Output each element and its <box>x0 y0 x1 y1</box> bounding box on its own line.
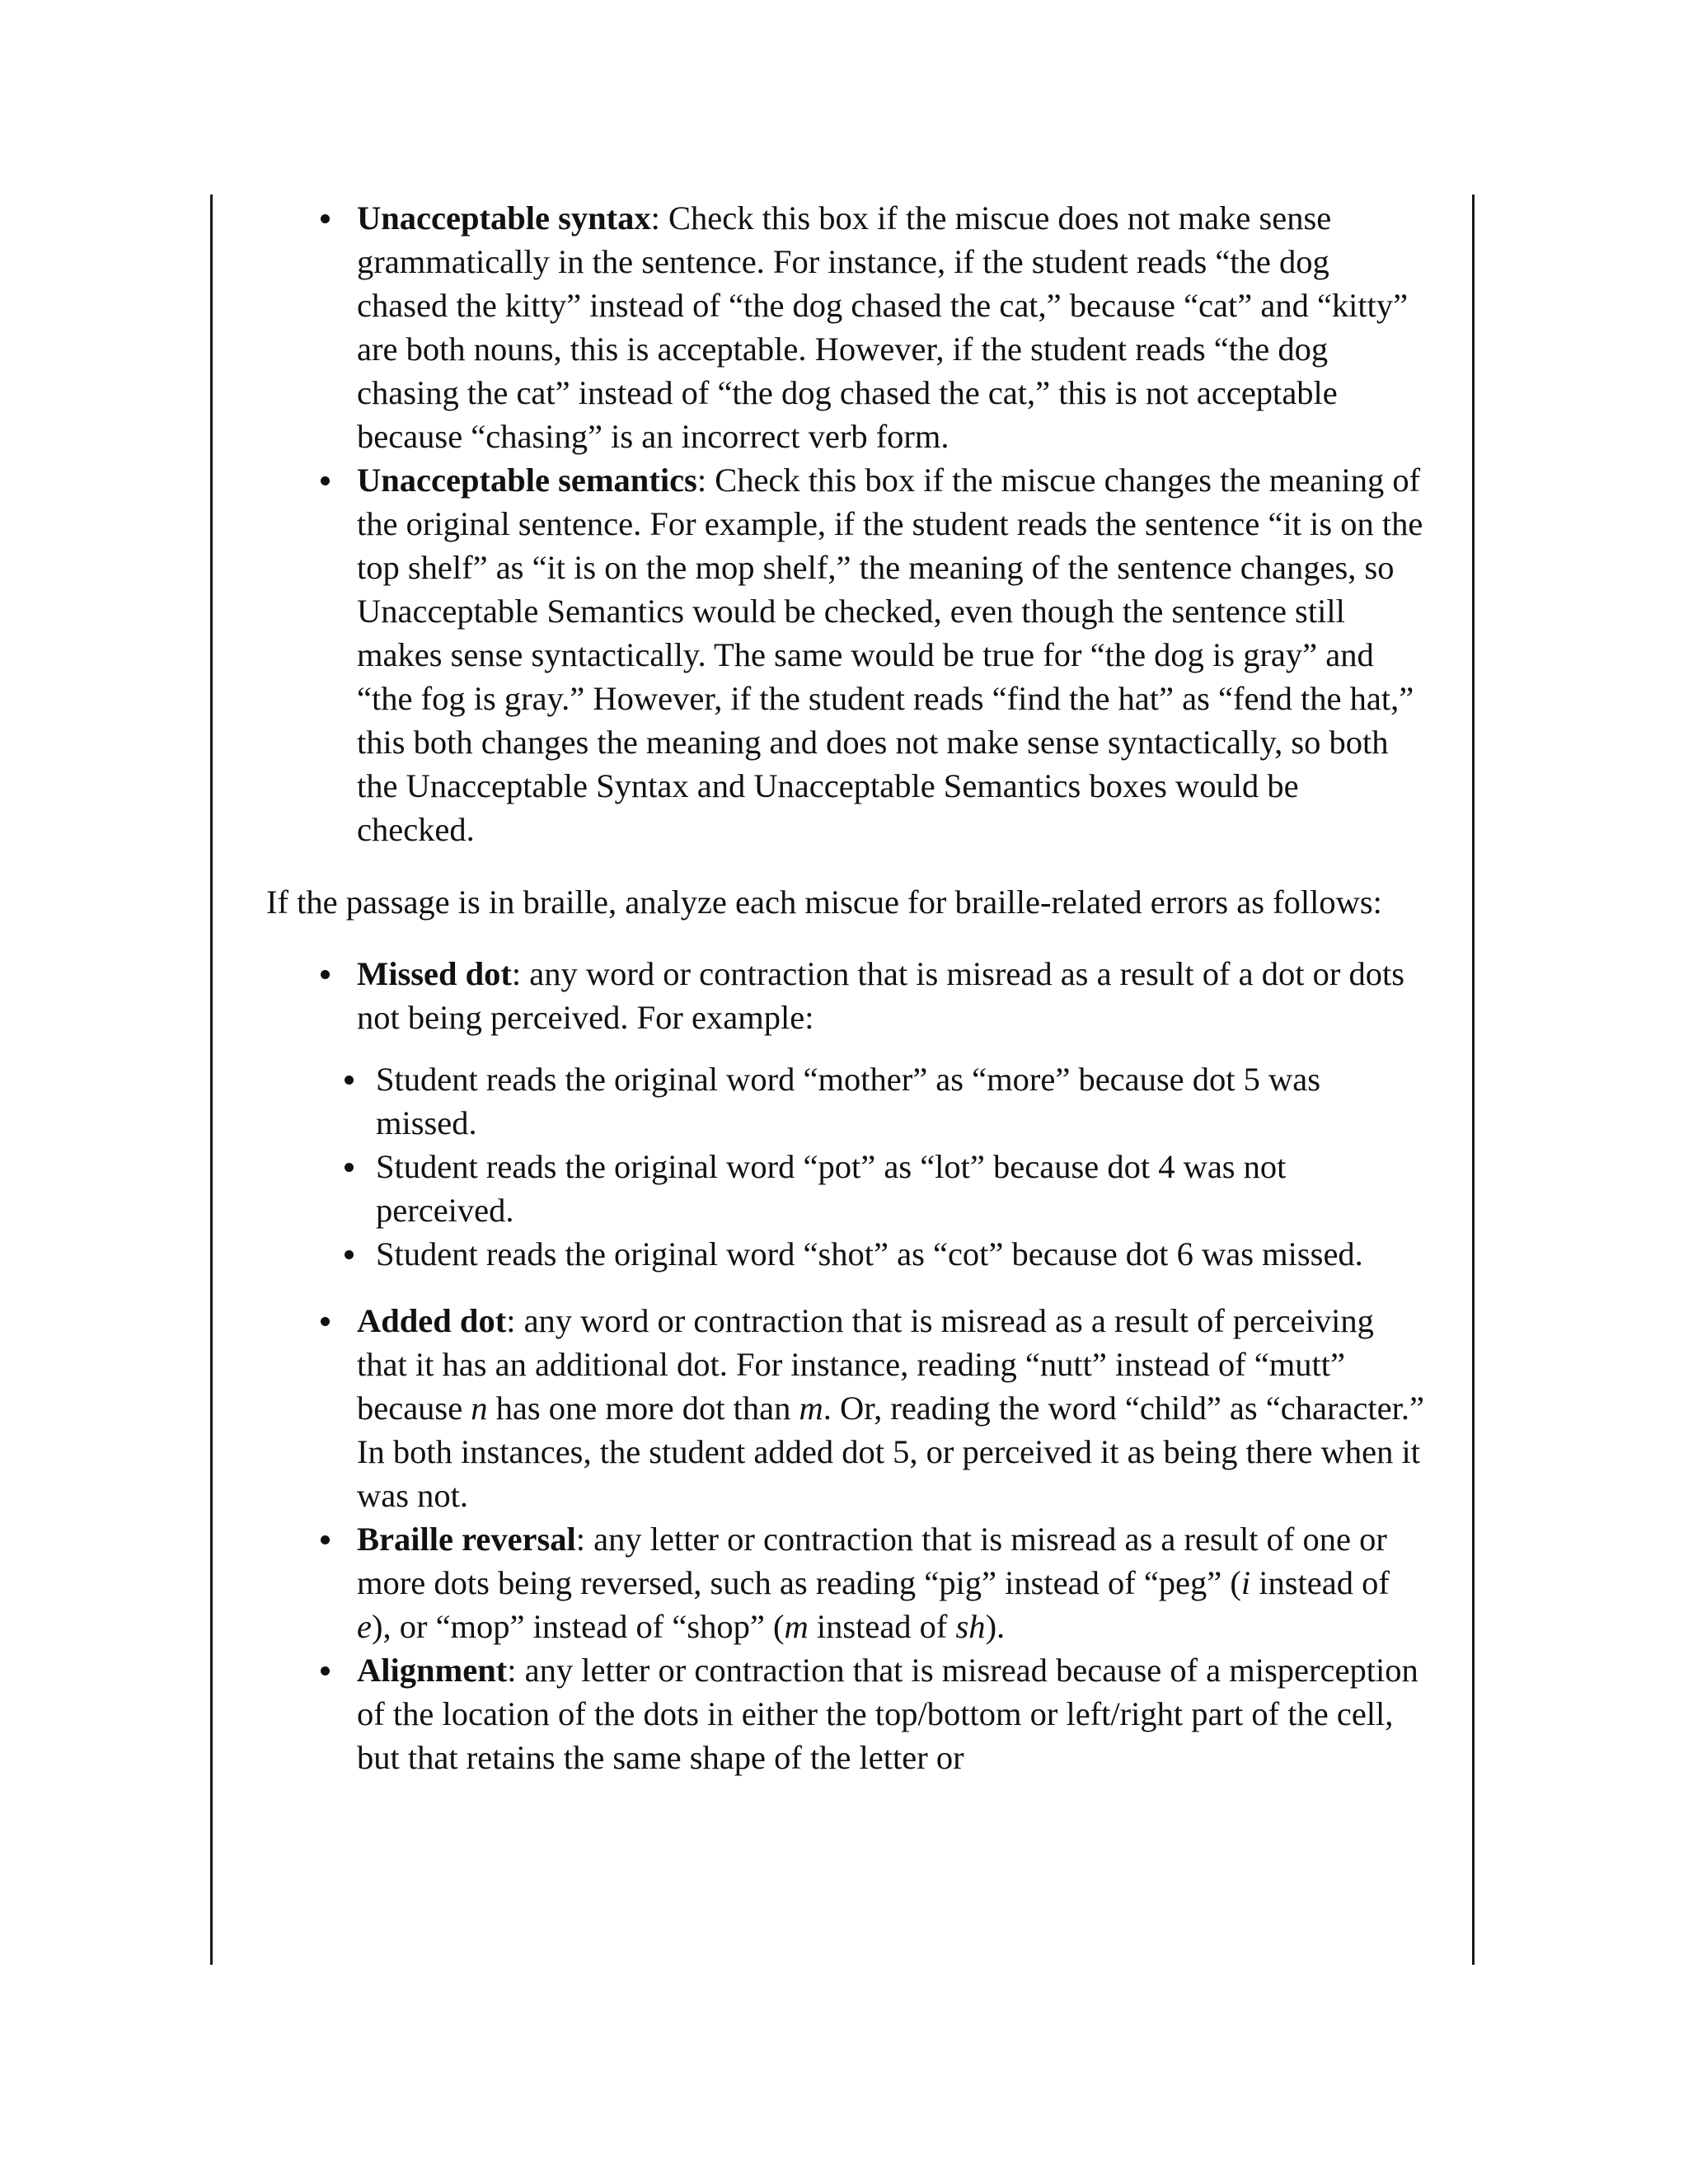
braille-intro-paragraph: If the passage is in braille, analyze each miscue for braille-related errors as follows: <box>266 883 1382 921</box>
desc-added-dot-part: : any word or contraction that is misread as a result of perceiving that it has an additional dot. For instance, reading “nutt” instead of “mutt” because <box>357 1302 1374 1427</box>
list-item-added-dot <box>357 1299 1424 1517</box>
criteria-list <box>266 196 1424 851</box>
desc-reversal-part: ). <box>985 1608 1006 1645</box>
braille-error-list-more <box>266 1299 1424 1779</box>
list-item-unacceptable-syntax <box>357 196 1424 458</box>
term-alignment: Alignment <box>357 1652 508 1689</box>
desc-reversal-part: instead of <box>808 1608 956 1645</box>
example-item: Student reads the original word “mother” as “more” because dot 5 was missed. <box>376 1057 1424 1145</box>
desc-reversal-part: : any letter or contraction that is misread as a result of one or more dots being reversed, such as reading “pig” instead of “peg” ( <box>357 1521 1387 1601</box>
desc-missed-dot: : any word or contraction that is misread as a result of a dot or dots not being perceived. For example: <box>357 955 1404 1036</box>
braille-error-list-missed <box>266 952 1424 1039</box>
example-item: Student reads the original word “shot” as “cot” because dot 6 was missed. <box>376 1232 1424 1276</box>
desc-alignment: : any letter or contraction that is misread because of a misperception of the location of the dots in either the top/bottom or left/right part of the cell, but that retains the same shape of the letter or <box>357 1652 1418 1776</box>
desc-added-dot-part: . Or, reading the word “child” as “character.” In both instances, the student added dot 5, or perceived it as being there when it was not. <box>357 1390 1424 1514</box>
list-item-missed-dot <box>357 952 1424 1039</box>
italic-letter: i <box>1240 1564 1251 1601</box>
desc-unacceptable-syntax: : Check this box if the miscue does not make sense grammatically in the sentence. For instance, if the student reads “the dog chased the kitty” instead of “the dog chased the cat,” because “cat” and “kitty” are both nouns, this is acceptable. However, if the student reads “the dog chasing the cat” instead of “the dog chased the cat,” this is not acceptable because “chasing” is an incorrect verb form. <box>357 199 1409 455</box>
term-braille-reversal: Braille reversal <box>357 1521 576 1558</box>
list-item-alignment <box>357 1648 1424 1779</box>
desc-reversal-part: instead of <box>1250 1564 1390 1601</box>
list-item-braille-reversal <box>357 1517 1424 1648</box>
page-content <box>266 196 1424 1779</box>
term-unacceptable-syntax: Unacceptable syntax <box>357 199 651 237</box>
term-added-dot: Added dot <box>357 1302 507 1339</box>
italic-letter: m <box>784 1608 809 1645</box>
italic-letter: sh <box>955 1608 986 1645</box>
missed-dot-examples <box>266 1057 1424 1276</box>
term-missed-dot: Missed dot <box>357 955 512 992</box>
left-margin-rule <box>210 194 213 1965</box>
italic-letter: n <box>471 1390 488 1427</box>
term-unacceptable-semantics: Unacceptable semantics <box>357 462 697 499</box>
right-margin-rule <box>1472 194 1475 1965</box>
italic-letter: m <box>799 1390 823 1427</box>
italic-letter: e <box>357 1608 372 1645</box>
example-item: Student reads the original word “pot” as “lot” because dot 4 was not perceived. <box>376 1145 1424 1232</box>
desc-added-dot-part: has one more dot than <box>487 1390 799 1427</box>
desc-unacceptable-semantics: : Check this box if the miscue changes the meaning of the original sentence. For example, if the student reads the sentence “it is on the top shelf” as “it is on the mop shelf,” the meaning of the sentence changes, so Unacceptable Semantics would be checked, even though the sentence still makes sense syntactically. The same would be true for “the dog is gray” and “the fog is gray.” However, if the student reads “find the hat” as “fend the hat,” this both changes the meaning and does not make sense syntactically, so both the Unacceptable Syntax and Unacceptable Semantics boxes would be checked. <box>357 462 1423 848</box>
desc-reversal-part: ), or “mop” instead of “shop” ( <box>371 1608 785 1645</box>
list-item-unacceptable-semantics <box>357 458 1424 851</box>
